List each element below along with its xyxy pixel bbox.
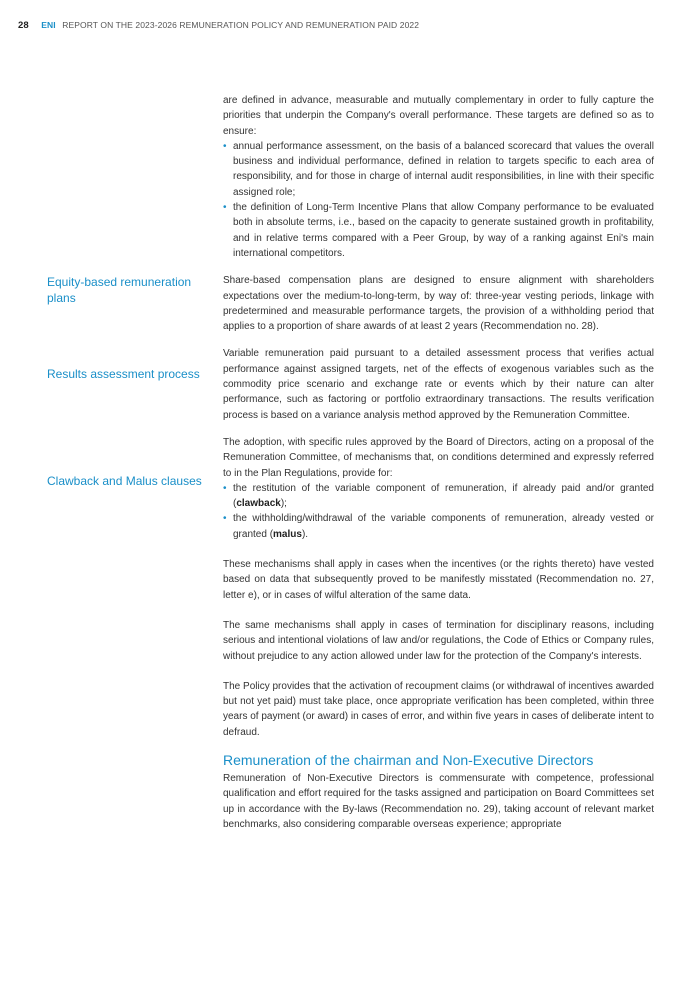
chairman-heading: Remuneration of the chairman and Non-Executive Directors <box>223 751 594 768</box>
clawback-term: clawback <box>236 498 281 510</box>
main-column <box>223 93 654 832</box>
results-section <box>223 346 654 422</box>
page-header <box>18 20 419 31</box>
document-title: REPORT ON THE 2023-2026 REMUNERATION POLICY AND REMUNERATION PAID 2022 <box>62 20 420 30</box>
clawback-paragraph: The same mechanisms shall apply in cases of termination for disciplinary reasons, including serious and intentional violations of law and/or regulations, the Code of Ethics or Company rules, without prejudice to any action allowed under law for the protection of the Company's interests. <box>223 619 654 662</box>
malus-term: malus <box>273 528 302 540</box>
clawback-label: Clawback and Malus clauses <box>47 474 202 488</box>
page-number: 28 <box>18 20 29 31</box>
clawback-paragraph: These mechanisms shall apply in cases when the incentives (or the rights thereto) have vested based on data that subsequently proved to be manifestly misstated (Recommendation no. 27, letter e), or in cases of wilful alteration of the same data. <box>223 559 654 601</box>
clawback-intro: The adoption, with specific rules approved by the Board of Directors, acting on a proposal of the Remuneration Committee, of mechanisms that, on conditions determined and expressly referred to in the Plan Regulations, provide for: <box>223 436 654 479</box>
clawback-bullet: • the restitution of the variable component of remuneration, if already paid and/or granted (clawback); <box>223 481 654 512</box>
intro-bullet: • annual performance assessment, on the basis of a balanced scorecard that values the overall business and individual performance, defined in relation to targets specific to each area of responsibility, and for those in charge of internal audit responsibilities, in line with their specific assigned role; <box>223 139 654 200</box>
brand-name: ENI <box>41 20 56 30</box>
clawback-bullet-list <box>223 481 654 542</box>
clawback-paragraph: The Policy provides that the activation of recoupment claims (or withdrawal of incentives awarded but not yet paid) must take place, once appropriate verification has been completed, within three years of payment (or award) in cases of error, and within five years in cases of deliberate intent to defraud. <box>223 680 654 738</box>
equity-text: Share-based compensation plans are designed to ensure alignment with shareholders expectations over the medium-to-long-term, by way of: three-year vesting periods, linkage with predetermined and measurable performance targets, the provision of a withholding period that applies to a proportion of share awards of at least 2 years (Recommendation no. 28). <box>223 275 654 333</box>
chairman-text: Remuneration of Non-Executive Directors is commensurate with competence, professional qualification and effort required for the tasks assigned and participation on Board Committees set up in accordance with the By-laws (Recommendation no. 29), taking account of relevant market benchmarks, also considering comparable overseas experience; appropriate <box>223 772 654 830</box>
clawback-section <box>223 435 654 740</box>
equity-label: Equity-based remuneration plans <box>47 275 192 305</box>
equity-section <box>223 273 654 334</box>
malus-bullet: • the withholding/withdrawal of the variable components of remuneration, already vested or granted (malus). <box>223 511 654 542</box>
results-label: Results assessment process <box>47 367 200 381</box>
intro-paragraph: are defined in advance, measurable and mutually complementary in order to fully capture the priorities that underpin the Company's overall performance. These targets are defined so as to ensure: <box>223 95 654 137</box>
intro-bullet: • the definition of Long-Term Incentive Plans that allow Company performance to be evaluated both in absolute terms, i.e., based on the capacity to generate sustained growth in profitability, and in relative terms compared with a Peer Group, by way of a ranking against Eni's main international competitors. <box>223 200 654 261</box>
results-text: Variable remuneration paid pursuant to a detailed assessment process that verifies actual performance against assigned targets, net of the effects of exogenous variables such as the commodity price scenario and exchange rate or events which by their nature can alter performance, such as factoring or portfolio extraordinary transactions. The results verification process is based on a variance analysis method approved by the Remuneration Committee. <box>223 348 654 421</box>
intro-bullet-list <box>223 139 654 261</box>
intro-section <box>223 93 654 261</box>
